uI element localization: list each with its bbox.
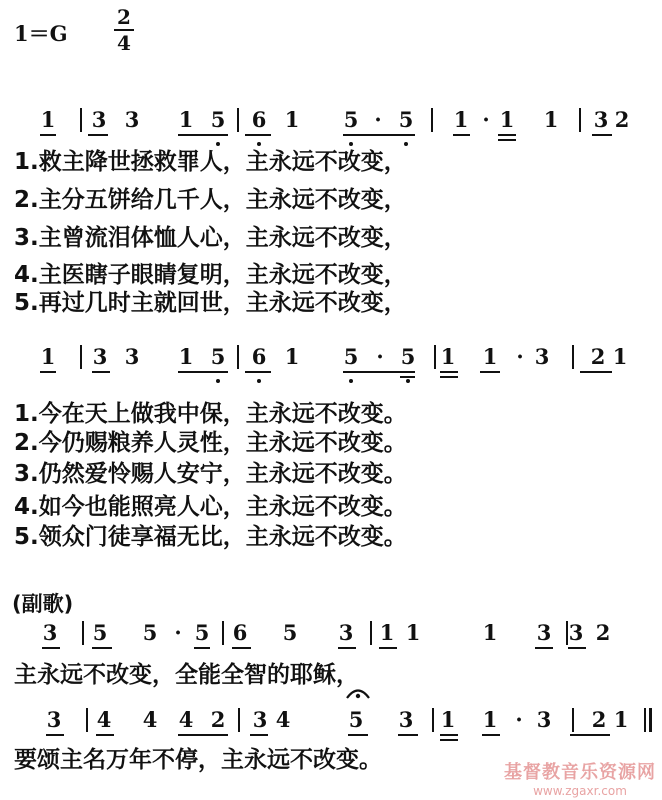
note: 1 <box>482 707 498 732</box>
note: 5 <box>348 707 364 732</box>
barline <box>649 708 652 732</box>
barline <box>370 621 372 645</box>
lyric-2-2: 2.今仍赐粮养人灵性，主永远不改变。 <box>14 430 407 456</box>
beam-underline <box>178 371 228 373</box>
note: 4 <box>275 707 291 732</box>
note: 5 <box>398 107 414 132</box>
barline <box>237 108 239 132</box>
beam-underline <box>498 134 516 136</box>
note: 5 <box>92 620 108 645</box>
note: 3 <box>534 344 550 369</box>
dot-rhythm: · <box>174 620 182 645</box>
watermark-url: www.zgaxr.com <box>533 784 627 798</box>
note: 2 <box>210 707 226 732</box>
note: 3 <box>42 620 58 645</box>
note: 1 <box>379 620 395 645</box>
note: 3 <box>536 707 552 732</box>
beam-underline <box>250 734 268 736</box>
barline <box>238 708 240 732</box>
time-signature <box>114 6 134 54</box>
barline <box>80 345 82 369</box>
beam-underline <box>46 734 64 736</box>
beam-underline-double <box>440 739 458 741</box>
beam-underline <box>245 134 271 136</box>
note: 1 <box>40 344 56 369</box>
beam-underline <box>92 647 112 649</box>
beam-underline <box>42 647 60 649</box>
beam-underline <box>482 734 500 736</box>
beam-underline <box>348 734 368 736</box>
note: 3 <box>124 107 140 132</box>
note: 1 <box>499 107 515 132</box>
octave-dot-below <box>406 379 410 383</box>
note: 1 <box>178 107 194 132</box>
lyric-1-4: 4.主医瞎子眼睛复明，主永远不改变， <box>14 262 407 288</box>
beam-underline <box>343 134 415 136</box>
note: 3 <box>92 344 108 369</box>
note: 1 <box>613 707 629 732</box>
time-signature-top: 2 <box>117 5 131 29</box>
barline <box>222 621 224 645</box>
note: 6 <box>232 620 248 645</box>
note: 5 <box>210 344 226 369</box>
beam-underline <box>92 371 110 373</box>
note: 2 <box>591 707 607 732</box>
beam-underline <box>96 734 114 736</box>
note: 1 <box>284 107 300 132</box>
note: 1 <box>482 344 498 369</box>
note: 3 <box>46 707 62 732</box>
note: 1 <box>178 344 194 369</box>
barline <box>237 345 239 369</box>
beam-underline-double <box>440 376 458 378</box>
note: 5 <box>194 620 210 645</box>
beam-underline <box>232 647 251 649</box>
lyric-2-5: 5.领众门徒享福无比，主永远不改变。 <box>14 524 407 550</box>
barline <box>432 708 434 732</box>
note: 1 <box>440 707 456 732</box>
note: 1 <box>453 107 469 132</box>
beam-underline <box>453 134 470 136</box>
beam-underline <box>570 734 610 736</box>
note: 2 <box>614 107 630 132</box>
lyric-1-3: 3.主曾流泪体恤人心，主永远不改变， <box>14 225 407 251</box>
note: 5 <box>343 107 359 132</box>
octave-dot-below <box>216 379 220 383</box>
beam-underline <box>440 371 458 373</box>
barline <box>572 708 574 732</box>
note: 5 <box>282 620 298 645</box>
barline <box>86 708 88 732</box>
fermata-icon <box>344 682 372 700</box>
dot-rhythm: · <box>374 107 382 132</box>
beam-underline <box>568 647 586 649</box>
note: 3 <box>338 620 354 645</box>
beam-underline <box>480 371 500 373</box>
barline <box>579 108 581 132</box>
barline <box>82 621 84 645</box>
note: 1 <box>405 620 421 645</box>
lyric-1-1: 1.救主降世拯救罪人，主永远不改变， <box>14 149 407 175</box>
beam-underline <box>178 134 228 136</box>
note: 3 <box>252 707 268 732</box>
beam-underline-double <box>498 139 516 141</box>
note: 1 <box>284 344 300 369</box>
beam-underline <box>580 371 612 373</box>
note: 3 <box>124 344 140 369</box>
beam-underline <box>398 734 418 736</box>
note: 4 <box>96 707 112 732</box>
note: 6 <box>251 107 267 132</box>
note: 3 <box>91 107 107 132</box>
note: 2 <box>595 620 611 645</box>
lyric-2-4: 4.如今也能照亮人心，主永远不改变。 <box>14 494 407 520</box>
note: 2 <box>590 344 606 369</box>
beam-underline <box>343 371 415 373</box>
lyric-2-1: 1.今在天上做我中保，主永远不改变。 <box>14 401 407 427</box>
note: 4 <box>142 707 158 732</box>
note: 5 <box>210 107 226 132</box>
beam-underline <box>338 647 356 649</box>
note: 1 <box>543 107 559 132</box>
barline <box>644 708 646 732</box>
beam-underline-double <box>400 376 415 378</box>
note: 1 <box>612 344 628 369</box>
note: 4 <box>178 707 194 732</box>
note: 1 <box>40 107 56 132</box>
barline <box>431 108 433 132</box>
dot-rhythm: · <box>515 707 523 732</box>
watermark-title: 基督教音乐资源网 <box>504 762 656 783</box>
lyric-1-5: 5.再过几时主就回世，主永远不改变， <box>14 290 407 316</box>
beam-underline <box>178 734 228 736</box>
note: 5 <box>400 344 416 369</box>
time-signature-bottom: 4 <box>117 31 131 55</box>
lyric-4-1: 要颂主名万年不停，主永远不改变。 <box>14 747 382 773</box>
lyric-2-3: 3.仍然爱怜赐人安宁，主永远不改变。 <box>14 461 407 487</box>
barline <box>434 345 436 369</box>
lyric-1-2: 2.主分五饼给几千人，主永远不改变， <box>14 187 407 213</box>
note: 5 <box>142 620 158 645</box>
note: 3 <box>568 620 584 645</box>
barline <box>80 108 82 132</box>
note: 3 <box>593 107 609 132</box>
note: 3 <box>536 620 552 645</box>
note: 1 <box>482 620 498 645</box>
key-signature: 1＝G <box>14 21 68 46</box>
beam-underline <box>592 134 612 136</box>
beam-underline <box>440 734 458 736</box>
lyric-3-1: 主永远不改变，全能全智的耶稣， <box>14 662 359 688</box>
beam-underline <box>194 647 210 649</box>
note: 3 <box>398 707 414 732</box>
octave-dot-below <box>349 379 353 383</box>
note: 6 <box>251 344 267 369</box>
dot-rhythm: · <box>376 344 384 369</box>
note: 5 <box>343 344 359 369</box>
beam-underline <box>379 647 397 649</box>
barline <box>572 345 574 369</box>
beam-underline <box>245 371 271 373</box>
note: 1 <box>440 344 456 369</box>
beam-underline <box>88 134 108 136</box>
beam-underline <box>535 647 553 649</box>
chorus-label: (副歌) <box>12 592 74 616</box>
watermark <box>504 758 656 798</box>
dot-rhythm: · <box>482 107 490 132</box>
octave-dot-below <box>257 379 261 383</box>
beam-underline <box>40 134 56 136</box>
dot-rhythm: · <box>516 344 524 369</box>
beam-underline <box>40 371 56 373</box>
